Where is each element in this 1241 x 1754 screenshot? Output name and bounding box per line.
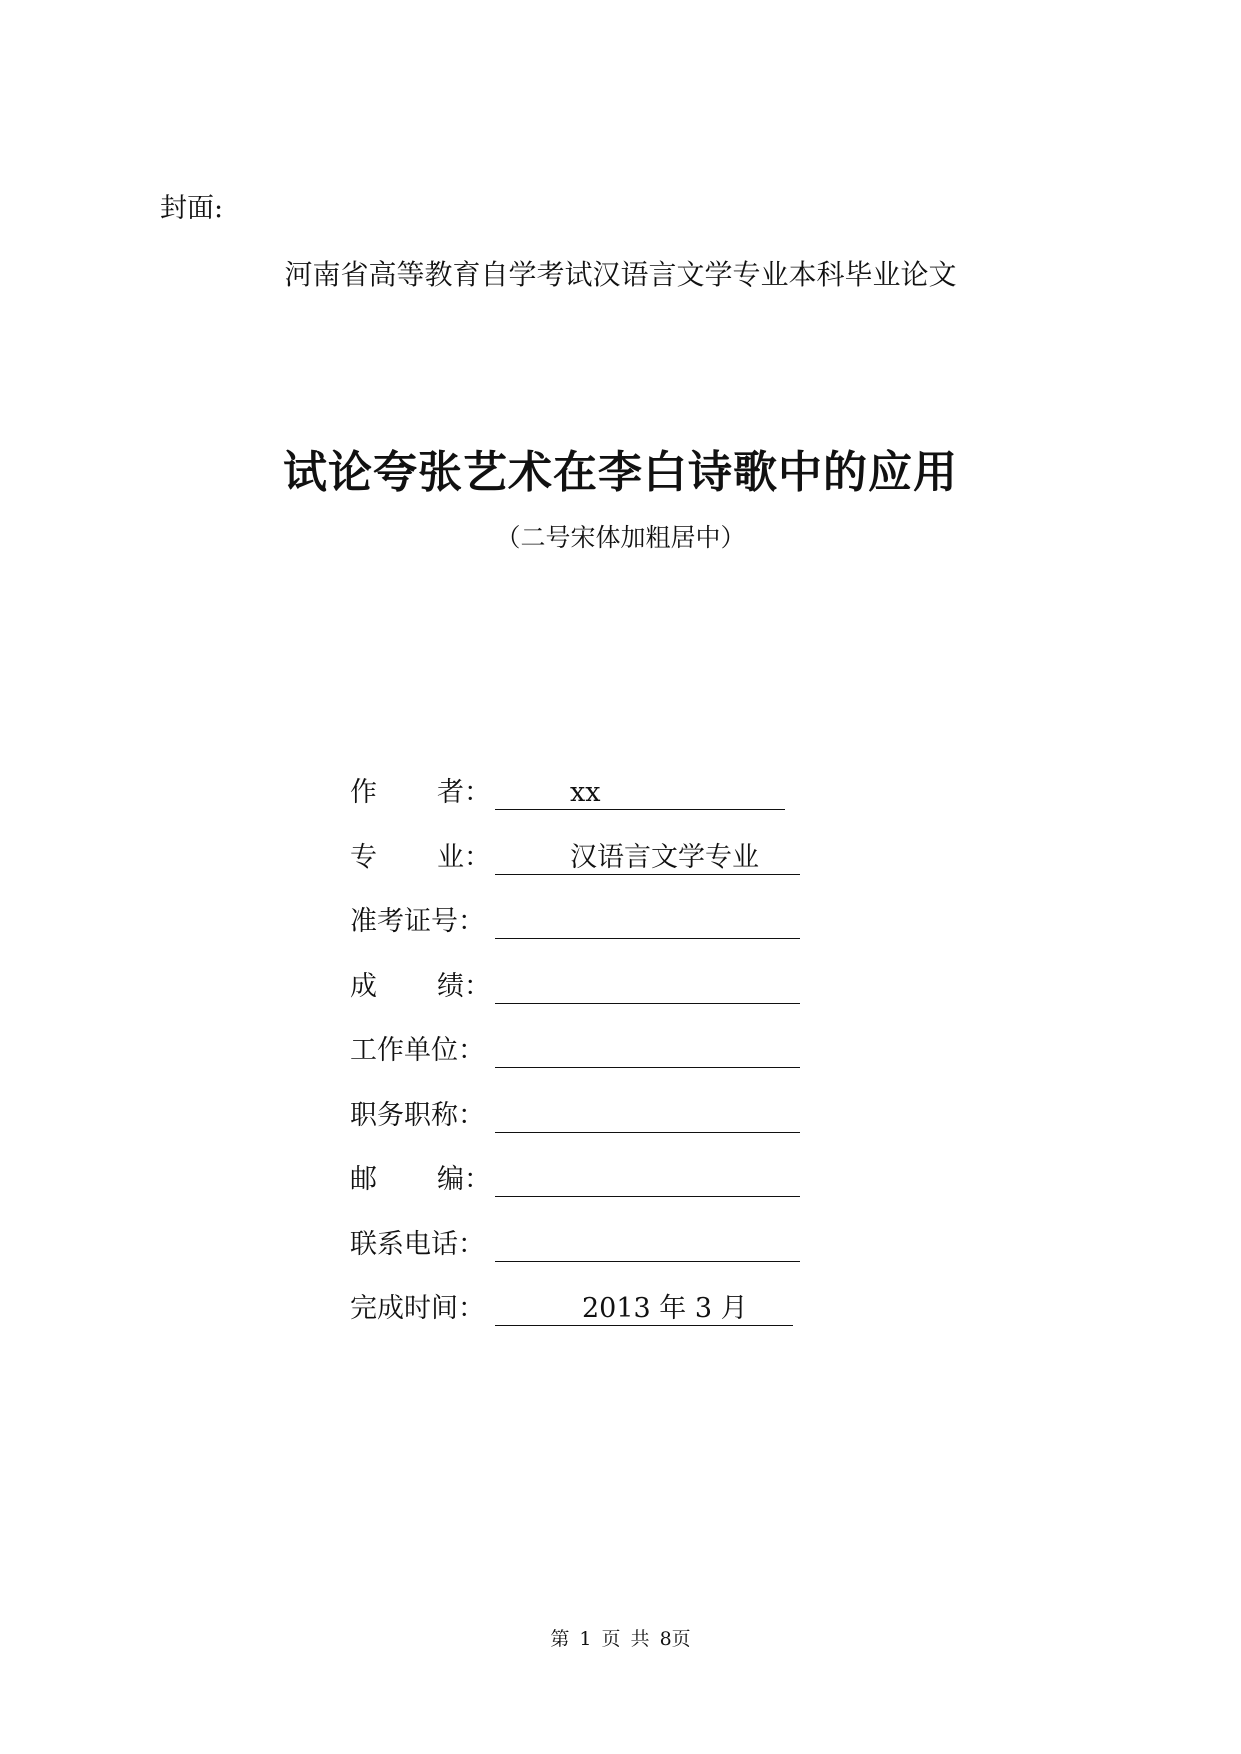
- title-format-note: （二号宋体加粗居中）: [495, 523, 746, 552]
- thesis-title: 试论夸张艺术在李白诗歌中的应用: [283, 447, 958, 498]
- field-label-postcode-part2: 编：: [437, 1164, 491, 1195]
- field-row-author: [350, 776, 810, 841]
- field-row-phone: [350, 1228, 810, 1293]
- field-row-completion-date: [350, 1292, 810, 1357]
- field-label-phone: 联系电话：: [350, 1228, 485, 1260]
- field-row-grade: [350, 970, 810, 1035]
- field-label-major-part2: 业：: [437, 841, 491, 873]
- field-label-grade-part1: 成: [350, 970, 377, 1002]
- page-number-footer: 第 1 页 共 8页: [550, 1628, 691, 1650]
- cover-label: 封面:: [160, 193, 224, 224]
- field-label-author-part1: 作: [350, 777, 377, 808]
- field-label-postcode-part1: 邮: [350, 1164, 377, 1195]
- field-row-job-title: [350, 1099, 810, 1164]
- field-underline-exam-number[interactable]: [495, 905, 800, 939]
- field-label-workplace: 工作单位：: [350, 1035, 485, 1066]
- field-label-grade-part2: 绩：: [437, 970, 491, 1002]
- field-row-workplace: [350, 1034, 810, 1099]
- field-row-postcode: [350, 1163, 810, 1228]
- field-value-author: xx: [570, 777, 601, 808]
- field-underline-postcode[interactable]: [495, 1163, 800, 1197]
- author-info-form: [350, 776, 810, 1357]
- field-label-job-title: 职务职称：: [350, 1099, 485, 1131]
- field-underline-author[interactable]: [495, 776, 785, 810]
- field-label-major-part1: 专: [350, 841, 377, 873]
- exam-header: 河南省高等教育自学考试汉语言文学专业本科毕业论文: [284, 258, 957, 291]
- field-label-exam-number: 准考证号：: [350, 906, 485, 937]
- field-row-major: [350, 841, 810, 906]
- field-label-author-part2: 者：: [437, 777, 491, 808]
- field-value-completion-date: 2013 年 3 月: [582, 1293, 748, 1324]
- field-underline-job-title[interactable]: [495, 1099, 800, 1133]
- field-underline-grade[interactable]: [495, 970, 800, 1004]
- field-row-exam-number: [350, 905, 810, 970]
- field-value-major: 汉语言文学专业: [570, 841, 759, 873]
- field-underline-phone[interactable]: [495, 1228, 800, 1262]
- field-underline-workplace[interactable]: [495, 1034, 800, 1068]
- field-label-completion-date: 完成时间：: [350, 1293, 485, 1324]
